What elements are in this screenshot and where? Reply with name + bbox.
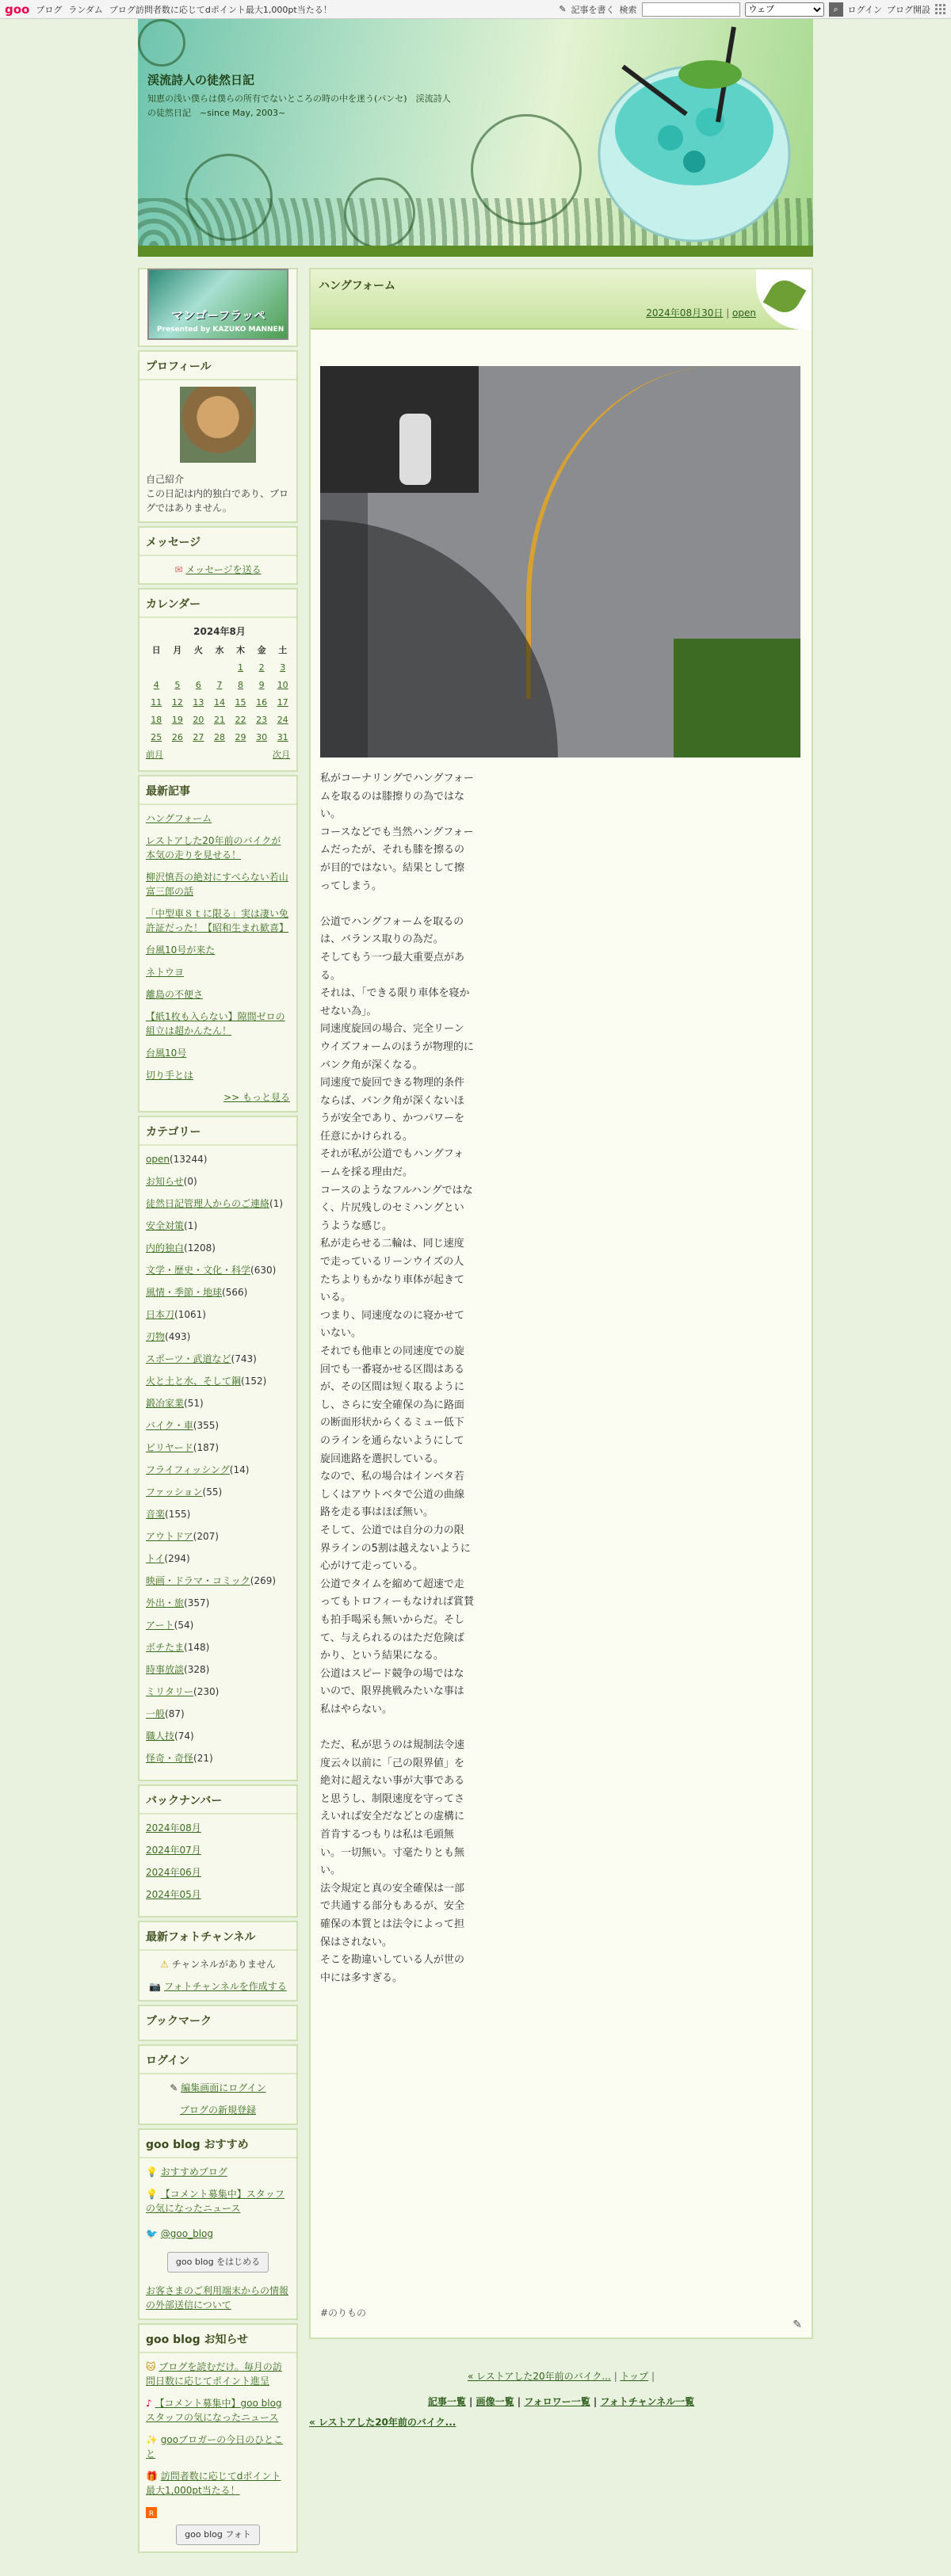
category-count: (51) bbox=[184, 1398, 204, 1409]
category-count: (155) bbox=[165, 1509, 191, 1520]
category-item bbox=[146, 1418, 290, 1433]
calendar-day-link[interactable]: 19 bbox=[171, 715, 183, 725]
send-message-link[interactable]: メッセージを送る bbox=[185, 564, 262, 575]
category-count: (0) bbox=[183, 1176, 197, 1187]
category-count: (1) bbox=[269, 1198, 284, 1209]
recent-article-link[interactable]: 柳沢慎吾の絶対にすべらない若山富三郎の話 bbox=[146, 872, 288, 897]
category-count: (74) bbox=[174, 1731, 194, 1742]
category-count: (1) bbox=[184, 1220, 198, 1231]
category-count: (630) bbox=[250, 1265, 277, 1276]
recent-articles-box bbox=[138, 775, 298, 1112]
calendar-prev-link[interactable]: 前月 bbox=[146, 750, 163, 760]
entry-paragraph: なので、私の場合はインベタ若しくはアウトベタで公道の曲線路を走る事はほぼ無い。 bbox=[320, 1471, 465, 1519]
calendar-day-link[interactable]: 13 bbox=[193, 697, 204, 708]
category-link[interactable]: トイ bbox=[146, 1553, 165, 1564]
category-count: (355) bbox=[193, 1420, 220, 1431]
search-scope-select[interactable] bbox=[745, 2, 824, 17]
category-item bbox=[146, 1485, 290, 1499]
entry-paragraph bbox=[320, 895, 474, 914]
open-blog-link[interactable]: ブログ開設 bbox=[887, 4, 930, 15]
category-link[interactable]: 刃物 bbox=[146, 1331, 166, 1342]
login-title: ログイン bbox=[139, 2046, 296, 2074]
recent-article-link[interactable]: 「中型車８ｔに限る」実は凄い免許証だった！【昭和生まれ歓喜】 bbox=[146, 908, 289, 933]
calendar-day-link[interactable]: 16 bbox=[256, 697, 268, 708]
entry-paragraph: 公道でタイムを縮めて超速で走ってもトロフィーもなければ賞賛も拍手喝采も無いからだ。そして、与えられるのはただ危険ばかり、という結果になる。 bbox=[320, 1578, 474, 1662]
site-description: 知恵の浅い僕らは僕らの所有でないところの時の中を迷う(パンセ) 渓流詩人の徒然日記 ~since May, 2003~ bbox=[147, 93, 451, 118]
weekday-header: 木 bbox=[236, 645, 246, 655]
toolbar-link-campaign[interactable]: ブログ訪問者数に応じてdポイント最大1,000pt当たる！ bbox=[109, 4, 332, 15]
search-input[interactable] bbox=[642, 2, 740, 17]
weekday-header: 水 bbox=[215, 645, 224, 655]
calendar-day-link[interactable]: 6 bbox=[195, 680, 201, 690]
entry-meta: 2024年08月30日 | open bbox=[646, 307, 756, 319]
category-link[interactable]: 音楽 bbox=[146, 1509, 166, 1520]
calendar-day-link[interactable]: 9 bbox=[258, 680, 265, 690]
calendar-day-link[interactable]: 29 bbox=[235, 732, 246, 742]
category-count: (357) bbox=[184, 1597, 210, 1609]
calendar-table bbox=[146, 624, 293, 746]
entry-paragraph: それが私が公道でもハングフォームを採る理由だ。 bbox=[320, 1148, 464, 1179]
rss-icon[interactable]: R bbox=[146, 2507, 157, 2518]
category-item bbox=[146, 1241, 290, 1255]
external-transmission-link[interactable]: お客さまのご利用端末からの情報の外部送信について bbox=[146, 2285, 289, 2311]
category-link[interactable]: お知らせ bbox=[146, 1176, 184, 1187]
calendar-day-link[interactable]: 15 bbox=[235, 697, 246, 708]
category-link[interactable]: バイク・車 bbox=[146, 1420, 193, 1431]
news-link[interactable]: ブログを読むだけ。毎月の訪問日数に応じてポイント進呈 bbox=[146, 2361, 282, 2387]
category-count: (148) bbox=[184, 1642, 210, 1653]
calendar-day-link[interactable]: 12 bbox=[171, 697, 183, 708]
category-link[interactable]: 映画・ドラマ・コミック bbox=[146, 1575, 250, 1586]
category-item bbox=[146, 1374, 290, 1388]
category-item bbox=[146, 1152, 290, 1166]
avatar bbox=[180, 387, 256, 463]
calendar-day-link[interactable]: 31 bbox=[277, 732, 288, 742]
banner-image[interactable] bbox=[147, 269, 288, 340]
category-item bbox=[146, 1596, 290, 1610]
category-count: (230) bbox=[193, 1686, 220, 1697]
recent-article-link[interactable]: レストアした20年前のバイクが本気の走りを見せる！ bbox=[146, 835, 281, 861]
calendar-day-link[interactable]: 26 bbox=[171, 732, 183, 742]
goo-blog-photo-button[interactable]: goo blog フォト bbox=[176, 2524, 260, 2545]
category-item bbox=[146, 1219, 290, 1233]
entry-header bbox=[311, 269, 812, 330]
category-item bbox=[146, 1307, 290, 1322]
edit-login-link[interactable]: 編集画面にログイン bbox=[181, 2082, 266, 2093]
banner-title: マンゴーフラッペ bbox=[171, 308, 265, 322]
lightbulb-icon: 💡 bbox=[146, 2166, 158, 2177]
related-entry bbox=[309, 2415, 456, 2429]
calendar-day-link[interactable]: 28 bbox=[213, 732, 225, 742]
message-title: メッセージ bbox=[139, 528, 296, 556]
category-item bbox=[146, 1174, 290, 1189]
category-count: (87) bbox=[165, 1708, 185, 1719]
calendar-day-link[interactable]: 24 bbox=[277, 715, 288, 725]
toolbar-link-random[interactable]: ランダム bbox=[68, 4, 103, 15]
category-title: カテゴリー bbox=[139, 1117, 296, 1146]
category-link[interactable]: 一般 bbox=[146, 1708, 166, 1719]
category-count: (14) bbox=[229, 1464, 250, 1475]
sidebar-banner bbox=[138, 268, 298, 347]
entry-category-link[interactable]: open bbox=[732, 307, 756, 319]
edit-icon[interactable]: ✎ bbox=[792, 2318, 802, 2331]
create-photo-channel-link[interactable]: フォトチャンネルを作成する bbox=[164, 1981, 287, 1992]
camera-icon: 📷 bbox=[149, 1981, 162, 1992]
category-count: (21) bbox=[193, 1753, 213, 1764]
calendar-day-link[interactable]: 27 bbox=[193, 732, 204, 742]
news-link[interactable]: 訪問者数に応じてdポイント最大1,000pt当たる！ bbox=[146, 2471, 281, 2496]
category-item bbox=[146, 1662, 290, 1677]
news-title: goo blog お知らせ bbox=[139, 2325, 296, 2353]
gift-icon: 🎁 bbox=[146, 2471, 158, 2482]
entry-paragraph: 同速度旋回の場合、完全リーンウイズフォームのほうが物理的にバンク角が深くなる。 bbox=[320, 1023, 474, 1071]
category-item bbox=[146, 1263, 290, 1277]
entry-paragraph: 私がコーナリングでハングフォームを取るのは膝擦りの為ではない。 bbox=[320, 773, 474, 821]
category-count: (566) bbox=[222, 1287, 248, 1298]
category-link[interactable]: 怪奇・奇怪 bbox=[146, 1753, 194, 1764]
backnumber-link[interactable]: 2024年06月 bbox=[146, 1867, 201, 1878]
category-link[interactable]: スポーツ・武道など bbox=[146, 1353, 231, 1364]
category-item bbox=[146, 1574, 290, 1588]
calendar-day-link[interactable]: 1 bbox=[238, 662, 244, 673]
news-link[interactable]: 【コメント募集中】goo blogスタッフの気になったニュース bbox=[146, 2398, 282, 2423]
category-count: (294) bbox=[164, 1553, 190, 1564]
category-link[interactable]: 文学・歴史・文化・科学 bbox=[146, 1265, 251, 1276]
bookmark-title: ブックマーク bbox=[146, 2015, 212, 2028]
category-link[interactable]: アウトドア bbox=[146, 1531, 193, 1542]
leaf-icon bbox=[756, 269, 812, 330]
weekday-header: 金 bbox=[257, 645, 266, 655]
entry-paragraph: コースなどでも当然ハングフォームだったが、それも膝を擦るのが目的ではない。結果として擦ってしまう。 bbox=[320, 826, 474, 892]
category-link[interactable]: open bbox=[146, 1154, 170, 1165]
category-count: (54) bbox=[174, 1620, 194, 1631]
search-icon: ⌕ bbox=[833, 3, 838, 14]
news-link[interactable]: gooブロガーの今日のひとこと bbox=[146, 2434, 284, 2460]
calendar-day-link[interactable]: 25 bbox=[151, 732, 162, 742]
category-item bbox=[146, 1640, 290, 1654]
recent-articles-title: 最新記事 bbox=[139, 777, 296, 805]
backnumber-link[interactable]: 2024年05月 bbox=[146, 1889, 201, 1900]
toolbar-link-blog[interactable]: ブログ bbox=[36, 4, 63, 15]
photo-channel-title: 最新フォトチャンネル bbox=[139, 1922, 296, 1951]
entry-paragraph: そして、公道では自分の力の限界ラインの5割は越えないように心がけて走っている。 bbox=[320, 1524, 471, 1573]
category-item bbox=[146, 1751, 290, 1765]
recommend-link[interactable]: 【コメント募集中】スタッフの気になったニュース bbox=[146, 2189, 285, 2214]
weekday-header: 月 bbox=[173, 645, 182, 655]
music-note-icon: ♪ bbox=[146, 2398, 152, 2409]
recent-article-link[interactable]: 離島の不便さ bbox=[146, 989, 204, 1000]
login-link[interactable]: ログイン bbox=[847, 4, 882, 15]
recommend-link[interactable]: おすすめブログ bbox=[160, 2166, 227, 2177]
category-count: (1061) bbox=[174, 1309, 206, 1320]
category-item bbox=[146, 1729, 290, 1743]
recommend-title: goo blog おすすめ bbox=[139, 2130, 296, 2158]
list-links: 記事一覧 | 画像一覧 | フォロワー一覧 | フォトチャンネル一覧 bbox=[427, 2396, 695, 2407]
related-entry-link[interactable]: « レストアした20年前のバイク... bbox=[309, 2417, 456, 2428]
calendar-days bbox=[146, 659, 293, 746]
backnumber-title: バックナンバー bbox=[139, 1786, 296, 1815]
category-link[interactable]: ボチたま bbox=[146, 1642, 185, 1653]
calendar-day-link[interactable]: 10 bbox=[277, 680, 288, 690]
recent-article-link[interactable]: 台風10号が来た bbox=[146, 945, 216, 956]
calendar-day-link[interactable]: 17 bbox=[277, 697, 288, 708]
calendar-box bbox=[138, 588, 298, 772]
blog-entry bbox=[309, 268, 813, 2339]
category-link[interactable]: ミリタリー bbox=[146, 1686, 194, 1697]
category-link[interactable]: フライフィッシング bbox=[146, 1464, 230, 1475]
category-link[interactable]: 内的独白 bbox=[146, 1242, 185, 1254]
login-box bbox=[138, 2044, 298, 2125]
main-content bbox=[309, 268, 813, 2428]
calendar-day-link[interactable]: 3 bbox=[280, 662, 286, 673]
profile-box bbox=[138, 350, 298, 523]
search-button[interactable] bbox=[829, 2, 843, 17]
recent-article-link[interactable]: 台風10号 bbox=[146, 1048, 187, 1059]
top-link[interactable]: トップ bbox=[620, 2371, 649, 2382]
goo-logo[interactable]: goo bbox=[5, 2, 30, 17]
image-list-link[interactable]: 画像一覧 bbox=[476, 2396, 514, 2407]
dessert-glass-icon bbox=[591, 19, 797, 249]
entry-paragraph: それは、「できる限り車体を寝かせない為」。 bbox=[320, 987, 470, 1017]
category-item bbox=[146, 1529, 290, 1544]
category-item bbox=[146, 1396, 290, 1410]
category-item bbox=[146, 1618, 290, 1632]
category-link[interactable]: 日本刀 bbox=[146, 1309, 175, 1320]
blog-header bbox=[138, 19, 813, 257]
entry-paragraph: 私が走らせる二輪は、同じ速度で走っているリーンウイズの人たちよりもかなり車体が起きている。 bbox=[320, 1238, 465, 1304]
entry-paragraph: コースのようなフルハングではなく、片尻残しのセミハングというような感じ。 bbox=[320, 1184, 473, 1232]
photo-channel-list-link[interactable]: フォトチャンネル一覧 bbox=[600, 2396, 695, 2407]
category-count: (1208) bbox=[184, 1242, 216, 1254]
prev-entry-link[interactable]: « レストアした20年前のバイク... bbox=[467, 2371, 611, 2382]
category-link[interactable]: 時事放談 bbox=[146, 1664, 185, 1675]
calendar-day-link[interactable]: 11 bbox=[151, 697, 162, 708]
start-goo-blog-button[interactable]: goo blog をはじめる bbox=[167, 2252, 269, 2273]
entry-photo[interactable] bbox=[320, 366, 800, 758]
category-item bbox=[146, 1196, 290, 1211]
category-count: (55) bbox=[202, 1486, 223, 1498]
category-item bbox=[146, 1463, 290, 1477]
calendar-day-link[interactable]: 4 bbox=[153, 680, 159, 690]
category-item bbox=[146, 1507, 290, 1521]
photo-channel-box bbox=[138, 1921, 298, 2002]
category-link[interactable]: 安全対策 bbox=[146, 1220, 185, 1231]
category-item bbox=[146, 1330, 290, 1344]
category-list bbox=[139, 1152, 296, 1765]
entry-paragraph: つまり、同速度なのに寝かせていない。 bbox=[320, 1309, 465, 1340]
weekday-header: 日 bbox=[151, 645, 161, 655]
photo-channel-empty: チャンネルがありません bbox=[171, 1959, 276, 1970]
category-link[interactable]: アート bbox=[146, 1620, 174, 1631]
entry-paragraph: 法令規定と真の安全確保は一部で共通する部分もあるが、安全確保の本質とは法令によって担保はされない。 bbox=[320, 1882, 465, 1948]
lightbulb-icon: 💡 bbox=[146, 2189, 158, 2200]
category-count: (269) bbox=[250, 1575, 277, 1586]
entry-paragraph bbox=[320, 1719, 474, 1737]
search-label: 検索 bbox=[619, 4, 637, 15]
calendar-day-link[interactable]: 2 bbox=[258, 662, 265, 673]
calendar-day-link[interactable]: 18 bbox=[151, 715, 162, 725]
calendar-day-link[interactable]: 14 bbox=[213, 697, 225, 708]
sidebar bbox=[138, 268, 298, 2556]
entry-paragraph: 公道でハングフォームを取るのは、バランス取りの為だ。 bbox=[320, 915, 464, 946]
global-toolbar bbox=[0, 0, 951, 19]
entry-date-link[interactable]: 2024年08月30日 bbox=[646, 307, 724, 319]
entry-pager: « レストアした20年前のバイク... | トップ | bbox=[467, 2371, 655, 2382]
message-icon: ✉ bbox=[174, 564, 183, 575]
banner-credit: Presented by KAZUKO MANNEN bbox=[157, 326, 285, 334]
calendar-day-link[interactable]: 5 bbox=[174, 680, 181, 690]
motorcycle-icon bbox=[399, 414, 431, 485]
category-count: (187) bbox=[193, 1442, 220, 1453]
cat-icon: 🐱 bbox=[146, 2361, 156, 2372]
twitter-link[interactable]: @goo_blog bbox=[160, 2228, 213, 2239]
weekday-header: 火 bbox=[193, 645, 203, 655]
entry-paragraph: 公道はスピード競争の場ではないので、限界挑戦みたいな事は私はやらない。 bbox=[320, 1667, 464, 1715]
entry-paragraph: そしてもう一つ最大重要点がある。 bbox=[320, 951, 465, 982]
calendar-day-link[interactable]: 7 bbox=[216, 680, 223, 690]
bookmark-box bbox=[138, 2005, 298, 2041]
category-item bbox=[146, 1707, 290, 1721]
follower-list-link[interactable]: フォロワー一覧 bbox=[524, 2396, 590, 2407]
header-bottom-band bbox=[138, 246, 813, 257]
pencil-icon: ✎ bbox=[559, 4, 567, 14]
calendar-title: カレンダー bbox=[139, 590, 296, 618]
apps-grid-icon[interactable] bbox=[935, 4, 946, 15]
article-list-link[interactable]: 記事一覧 bbox=[427, 2396, 466, 2407]
category-link[interactable]: 外出・旅 bbox=[146, 1597, 185, 1609]
recent-article-link[interactable]: ハングフォーム bbox=[146, 813, 212, 824]
category-link[interactable]: 鍛冶家業 bbox=[146, 1398, 185, 1409]
category-link[interactable]: 徒然日記管理人からのご連絡 bbox=[146, 1198, 270, 1209]
category-item bbox=[146, 1285, 290, 1299]
warning-icon: ⚠ bbox=[160, 1959, 169, 1970]
backnumber-box bbox=[138, 1784, 298, 1918]
category-box bbox=[138, 1116, 298, 1781]
category-count: (743) bbox=[231, 1353, 257, 1364]
backnumber-link[interactable]: 2024年08月 bbox=[146, 1822, 201, 1834]
profile-title: プロフィール bbox=[139, 352, 296, 380]
category-count: (207) bbox=[193, 1531, 219, 1542]
profile-intro-text: この日記は内的独白であり、ブログではありません。 bbox=[146, 488, 289, 513]
recommend-box bbox=[138, 2128, 298, 2320]
site-title[interactable]: 渓流詩人の徒然日記 bbox=[147, 73, 255, 87]
calendar-day-link[interactable]: 20 bbox=[193, 715, 204, 725]
twitter-icon: 🐦 bbox=[146, 2228, 158, 2239]
news-box bbox=[138, 2323, 298, 2553]
recent-article-link[interactable]: 切り手とは bbox=[146, 1070, 194, 1081]
weekday-header: 土 bbox=[278, 645, 288, 655]
category-item bbox=[146, 1441, 290, 1455]
category-item bbox=[146, 1352, 290, 1366]
recent-article-link[interactable]: ネトウヨ bbox=[146, 967, 185, 978]
entry-paragraph: ただ、私が思うのは規制法令速度云々以前に「己の限界値」を絶対に超えない事が大事であると思うし、制限速度を守ってさえいれば安全だなどとの虚構に首肯するつもりは私は毛頭無い。一切無い。寸毫たりとも無い。 bbox=[320, 1739, 465, 1877]
category-count: (493) bbox=[165, 1331, 191, 1342]
category-count: (152) bbox=[241, 1376, 267, 1387]
calendar-month: 2024年8月 bbox=[193, 626, 246, 637]
entry-tag[interactable]: #のりもの bbox=[320, 2307, 367, 2318]
entry-paragraph: そこを勘違いしている人が世の中には多すぎる。 bbox=[320, 1954, 465, 1984]
category-item bbox=[146, 1685, 290, 1699]
entry-title: ハングフォーム bbox=[319, 280, 396, 292]
category-link[interactable]: ファッション bbox=[146, 1486, 203, 1498]
sparkle-icon: ✨ bbox=[146, 2434, 158, 2445]
entry-body bbox=[320, 770, 474, 1987]
entry-paragraph: 同速度で旋回できる物理的条件ならば、バンク角が深くないほうが安全であり、かつパワーを任意にかけられる。 bbox=[320, 1077, 465, 1143]
more-articles-link[interactable]: >> もっと見る bbox=[223, 1092, 290, 1103]
write-article-link[interactable]: 記事を書く bbox=[571, 4, 615, 15]
calendar-next-link[interactable]: 次月 bbox=[273, 750, 290, 760]
category-count: (328) bbox=[184, 1664, 210, 1675]
calendar-day-link[interactable]: 8 bbox=[238, 680, 244, 690]
category-link[interactable]: ビリヤード bbox=[146, 1442, 193, 1453]
pencil-icon: ✎ bbox=[170, 2082, 178, 2093]
category-link[interactable]: 職人技 bbox=[146, 1731, 175, 1742]
calendar-day-link[interactable]: 21 bbox=[213, 715, 225, 725]
calendar-day-link[interactable]: 23 bbox=[256, 715, 268, 725]
profile-intro-label: 自己紹介 bbox=[146, 474, 185, 485]
backnumber-link[interactable]: 2024年07月 bbox=[146, 1845, 201, 1856]
calendar-day-link[interactable]: 30 bbox=[256, 732, 268, 742]
category-link[interactable]: 火と土と水、そして鋼 bbox=[146, 1376, 242, 1387]
signup-link[interactable]: ブログの新規登録 bbox=[179, 2105, 256, 2116]
category-count: (13244) bbox=[169, 1154, 208, 1165]
calendar-day-link[interactable]: 22 bbox=[235, 715, 246, 725]
recent-article-link[interactable]: 【紙1枚も入らない】隙間ゼロの組立は超かんたん！ bbox=[146, 1011, 285, 1036]
category-item bbox=[146, 1551, 290, 1566]
lace-motif-icon bbox=[138, 19, 185, 67]
message-box bbox=[138, 526, 298, 585]
category-link[interactable]: 風情・季節・地球 bbox=[146, 1287, 223, 1298]
entry-paragraph: それでも他車との同速度での旋回でも一番寝かせる区間はあるが、その区間は短く取るようにし、さらに安全確保の為に路面の断面形状からくるミュー低下のラインを通らないようにして旋回進路を選択している。 bbox=[320, 1345, 465, 1465]
